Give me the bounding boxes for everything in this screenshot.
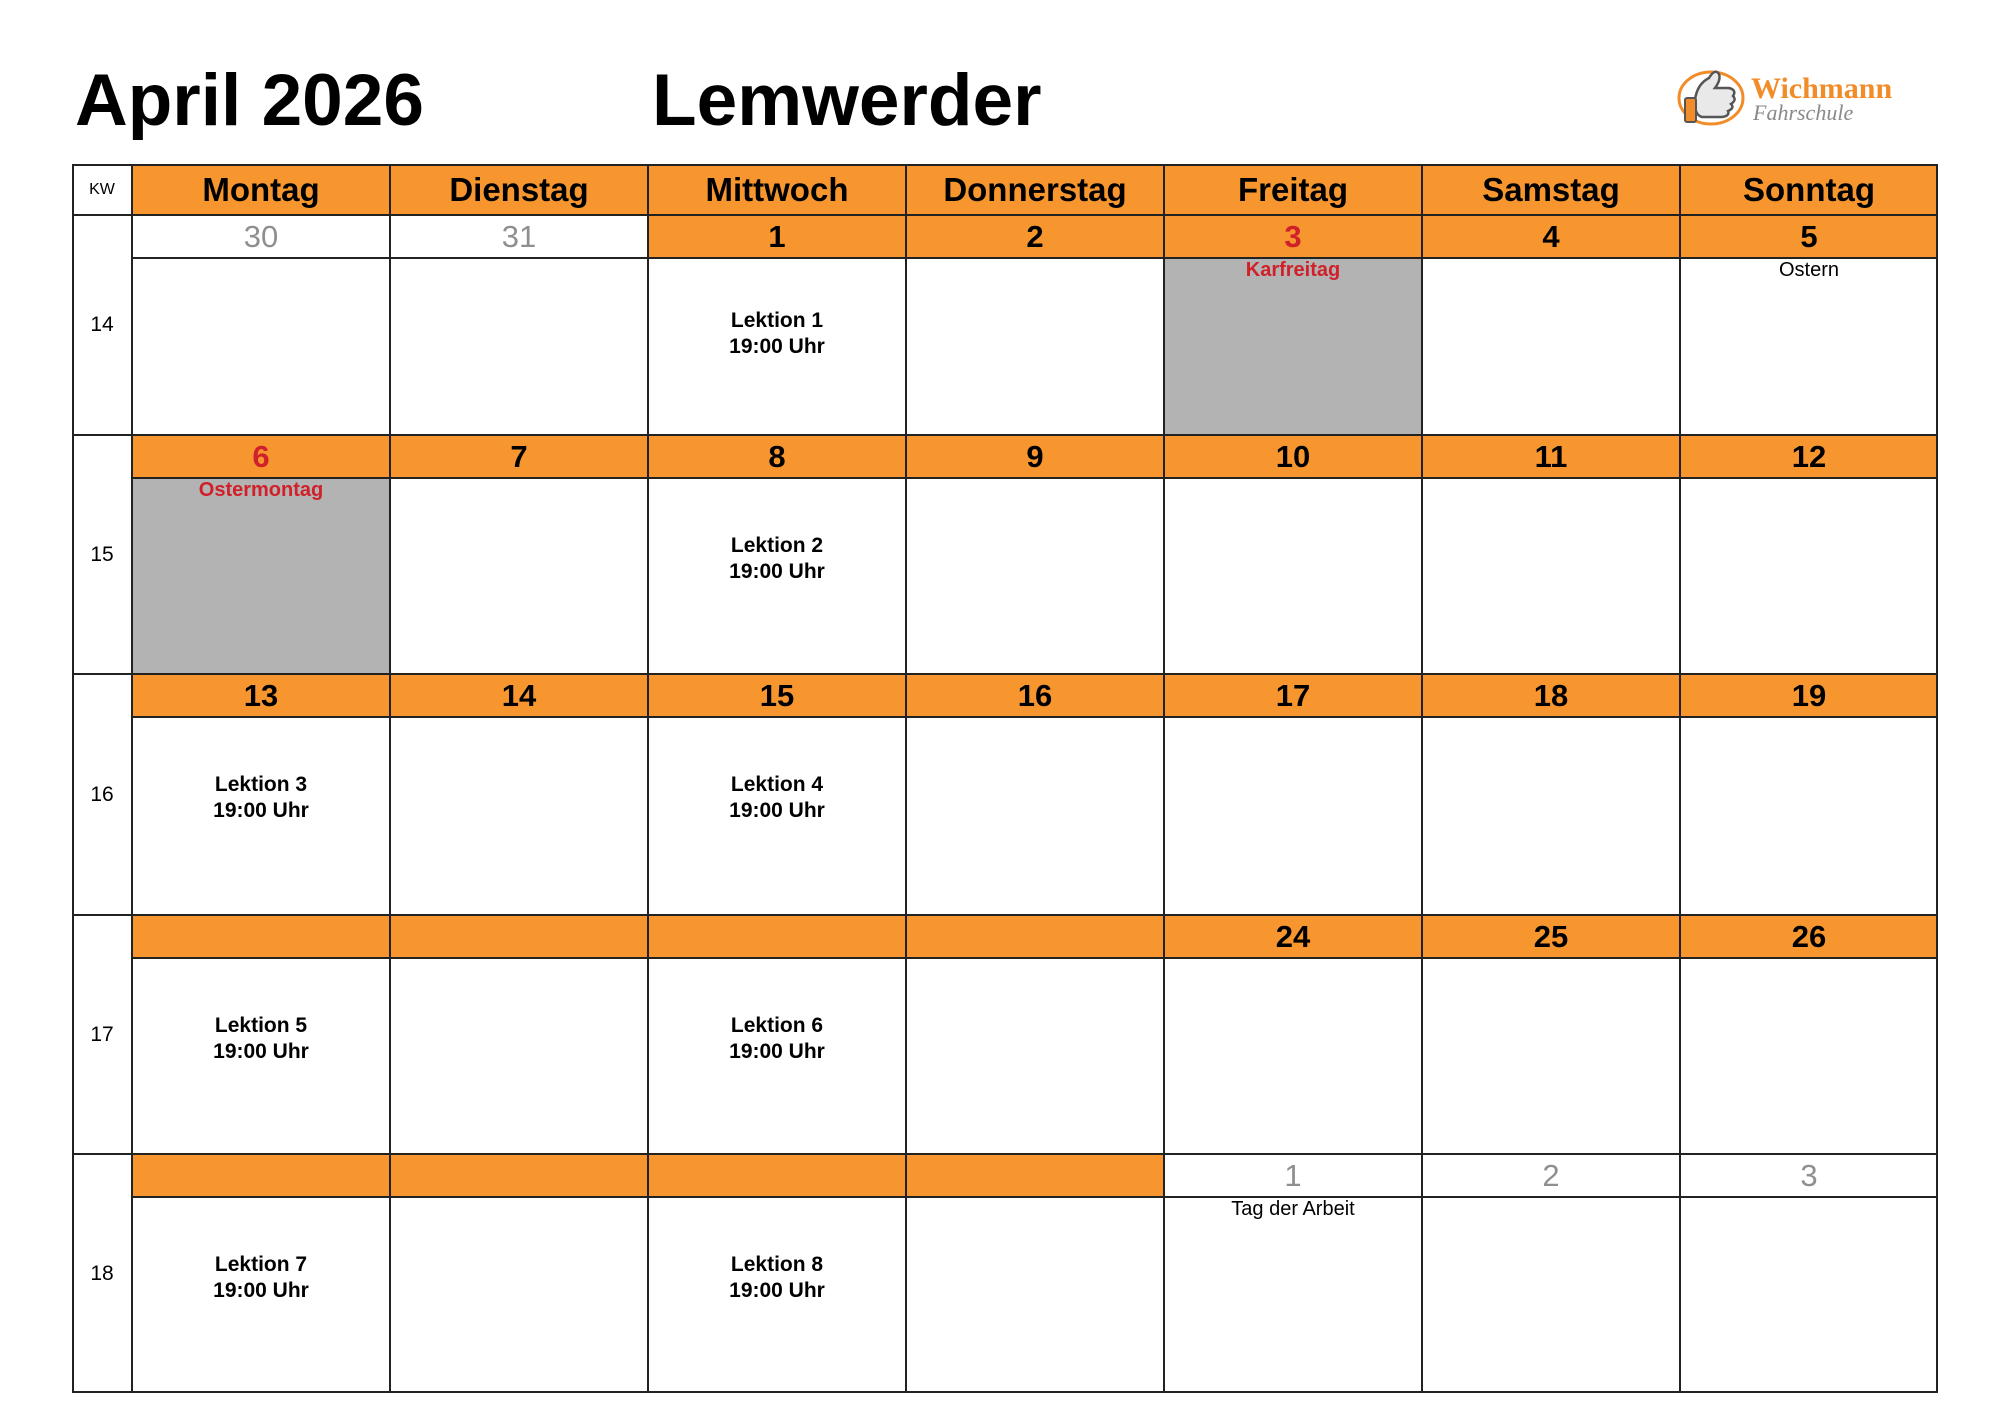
day-cell[interactable] xyxy=(1422,478,1680,674)
day-cell[interactable] xyxy=(1164,958,1422,1154)
lesson-time: 19:00 Uhr xyxy=(729,560,825,583)
day-cell[interactable] xyxy=(1680,1197,1938,1393)
day-number: 25 xyxy=(1422,915,1680,958)
day-number xyxy=(906,1154,1164,1197)
day-cell[interactable] xyxy=(1422,958,1680,1154)
weekday-header: Mittwoch xyxy=(648,164,906,215)
logo-name: Wichmann xyxy=(1751,72,1893,105)
day-number: 8 xyxy=(648,435,906,478)
lesson-title: Lektion 8 xyxy=(730,1253,824,1276)
page-title: April 2026 xyxy=(75,60,424,141)
lesson-time: 19:00 Uhr xyxy=(729,1040,825,1063)
day-number: 9 xyxy=(906,435,1164,478)
day-cell[interactable] xyxy=(1680,958,1938,1154)
week-number: 14 xyxy=(90,313,114,336)
day-cell[interactable] xyxy=(1164,478,1422,674)
day-cell[interactable] xyxy=(906,1197,1164,1393)
grid-line xyxy=(72,164,74,1393)
day-number: 1 xyxy=(648,215,906,258)
day-number: 31 xyxy=(390,215,648,258)
day-cell[interactable] xyxy=(1164,717,1422,915)
grid-line xyxy=(1421,164,1423,1393)
weekday-header: Montag xyxy=(132,164,390,215)
lesson-time: 19:00 Uhr xyxy=(213,1040,309,1063)
grid-line xyxy=(72,164,1938,166)
day-number: 2 xyxy=(906,215,1164,258)
day-cell[interactable] xyxy=(648,717,906,915)
day-number: 10 xyxy=(1164,435,1422,478)
day-cell[interactable] xyxy=(1680,717,1938,915)
lesson-title: Lektion 1 xyxy=(730,309,824,332)
day-number: 4 xyxy=(1422,215,1680,258)
calendar-grid xyxy=(72,164,1938,1380)
day-number: 7 xyxy=(390,435,648,478)
day-number xyxy=(132,915,390,958)
holiday-label: Ostermontag xyxy=(198,479,324,501)
grid-line xyxy=(72,214,1938,216)
grid-line xyxy=(132,716,1938,718)
day-cell[interactable] xyxy=(132,717,390,915)
day-cell[interactable] xyxy=(906,717,1164,915)
day-cell[interactable] xyxy=(132,258,390,435)
lesson-title: Lektion 3 xyxy=(214,773,308,796)
day-cell[interactable] xyxy=(1680,258,1938,435)
day-cell[interactable] xyxy=(648,478,906,674)
lesson-title: Lektion 5 xyxy=(214,1014,308,1037)
day-number: 2 xyxy=(1422,1154,1680,1197)
day-number xyxy=(648,1154,906,1197)
day-cell[interactable] xyxy=(132,478,390,674)
day-number: 12 xyxy=(1680,435,1938,478)
day-note: Tag der Arbeit xyxy=(1231,1198,1355,1220)
day-number: 5 xyxy=(1680,215,1938,258)
day-number xyxy=(390,1154,648,1197)
grid-line xyxy=(131,164,133,1393)
day-cell[interactable] xyxy=(1164,258,1422,435)
day-cell[interactable] xyxy=(1164,1197,1422,1393)
grid-line xyxy=(72,914,1938,916)
grid-line xyxy=(389,164,391,1393)
thumbs-up-icon xyxy=(1675,60,1749,132)
day-number: 19 xyxy=(1680,674,1938,717)
logo-subtitle: Fahrschule xyxy=(1753,100,1854,125)
day-cell[interactable] xyxy=(390,478,648,674)
day-note: Ostern xyxy=(1778,259,1840,281)
day-number: 13 xyxy=(132,674,390,717)
day-number: 24 xyxy=(1164,915,1422,958)
day-cell[interactable] xyxy=(1422,1197,1680,1393)
day-cell[interactable] xyxy=(906,478,1164,674)
grid-line xyxy=(1679,164,1681,1393)
location-title: Lemwerder xyxy=(652,60,1042,141)
day-cell[interactable] xyxy=(390,1197,648,1393)
day-number: 3 xyxy=(1164,215,1422,258)
day-cell[interactable] xyxy=(132,958,390,1154)
lesson-title: Lektion 4 xyxy=(730,773,824,796)
day-number xyxy=(390,915,648,958)
day-number: 18 xyxy=(1422,674,1680,717)
grid-line xyxy=(132,957,1938,959)
kw-header: KW xyxy=(89,180,115,198)
day-cell[interactable] xyxy=(906,958,1164,1154)
day-number xyxy=(132,1154,390,1197)
grid-line xyxy=(72,673,1938,675)
day-number: 17 xyxy=(1164,674,1422,717)
day-number: 15 xyxy=(648,674,906,717)
day-cell[interactable] xyxy=(648,258,906,435)
day-cell[interactable] xyxy=(648,958,906,1154)
grid-line xyxy=(72,1391,1938,1393)
grid-line xyxy=(905,164,907,1393)
lesson-time: 19:00 Uhr xyxy=(729,799,825,822)
holiday-label: Karfreitag xyxy=(1245,259,1341,281)
weekday-header: Samstag xyxy=(1422,164,1680,215)
lesson-title: Lektion 7 xyxy=(214,1253,308,1276)
day-number xyxy=(648,915,906,958)
day-cell[interactable] xyxy=(132,1197,390,1393)
week-number: 16 xyxy=(90,782,114,806)
day-cell[interactable] xyxy=(390,717,648,915)
lesson-title: Lektion 2 xyxy=(730,534,824,557)
week-number: 15 xyxy=(90,542,114,566)
weekday-header: Freitag xyxy=(1164,164,1422,215)
day-number: 3 xyxy=(1680,1154,1938,1197)
lesson-title: Lektion 6 xyxy=(730,1014,824,1037)
grid-line xyxy=(132,257,1938,259)
day-cell[interactable] xyxy=(390,258,648,435)
logo xyxy=(1675,58,1935,138)
lesson-time: 19:00 Uhr xyxy=(213,1279,309,1302)
week-number: 17 xyxy=(90,1022,114,1046)
day-number: 11 xyxy=(1422,435,1680,478)
grid-line xyxy=(1936,164,1938,1393)
grid-line xyxy=(72,434,1938,436)
weekday-header: Donnerstag xyxy=(906,164,1164,215)
lesson-time: 19:00 Uhr xyxy=(213,799,309,822)
weekday-header: Sonntag xyxy=(1680,164,1938,215)
day-number: 16 xyxy=(906,674,1164,717)
day-number: 30 xyxy=(132,215,390,258)
grid-line xyxy=(1163,164,1165,1393)
day-number: 14 xyxy=(390,674,648,717)
day-cell[interactable] xyxy=(906,258,1164,435)
day-number: 1 xyxy=(1164,1154,1422,1197)
grid-line xyxy=(647,164,649,1393)
day-number: 6 xyxy=(132,435,390,478)
lesson-time: 19:00 Uhr xyxy=(729,1279,825,1302)
day-cell[interactable] xyxy=(1422,258,1680,435)
weekday-header: Dienstag xyxy=(390,164,648,215)
day-cell[interactable] xyxy=(648,1197,906,1393)
day-number: 26 xyxy=(1680,915,1938,958)
grid-line xyxy=(132,477,1938,479)
grid-line xyxy=(132,1196,1938,1198)
day-cell[interactable] xyxy=(1680,478,1938,674)
day-cell[interactable] xyxy=(390,958,648,1154)
week-number: 18 xyxy=(90,1261,114,1285)
day-cell[interactable] xyxy=(1422,717,1680,915)
lesson-time: 19:00 Uhr xyxy=(729,335,825,358)
grid-line xyxy=(72,1153,1938,1155)
day-number xyxy=(906,915,1164,958)
